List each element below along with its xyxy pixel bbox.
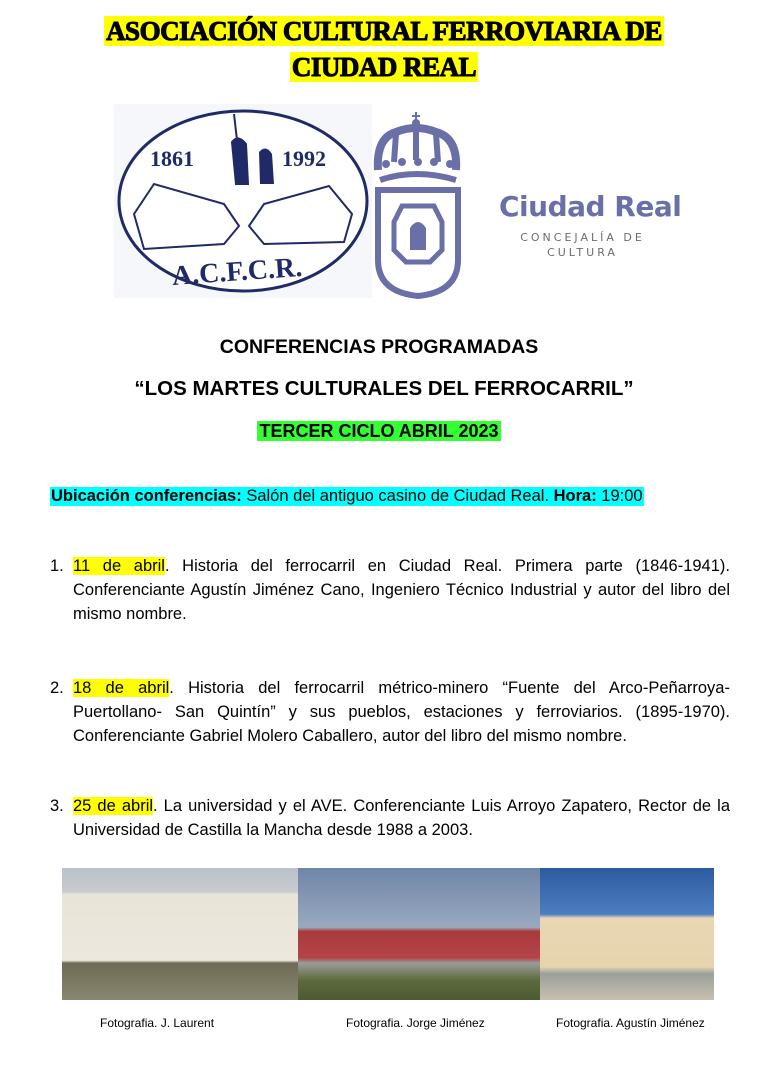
item-number: 2.: [50, 679, 64, 697]
list-item: [50, 676, 730, 748]
svg-text:A.C.F.C.R.: A.C.F.C.R.: [170, 251, 304, 292]
page-title-line2: [0, 52, 768, 83]
photo-caption: Fotografia. J. Laurent: [100, 1016, 215, 1030]
title-text: CIUDAD REAL: [291, 52, 477, 82]
location-value: Salón del antiguo casino de Ciudad Real.: [241, 487, 554, 505]
item-number: 1.: [50, 557, 64, 575]
item-text: . Historia del ferrocarril métrico-minero “Fuente del Arco-Peñarroya-Puertollano- San Quintín” y sus pueblos, estaciones y ferroviarios. (1895-1970). Conferenciante Gabriel Molero Caballero, autor del libro del mismo nombre.: [73, 679, 730, 745]
concejalia-subtitle: [500, 230, 665, 260]
photo-caption: Fotografia. Agustín Jiménez: [556, 1016, 705, 1030]
photo-caption: Fotografia. Jorge Jiménez: [346, 1016, 485, 1030]
subtitle-line: CULTURA: [547, 246, 618, 259]
page-title-line1: [0, 16, 768, 47]
location-line: [50, 487, 644, 506]
heading-conferencias: CONFERENCIAS PROGRAMADAS: [219, 336, 539, 358]
acfcr-logo: [114, 104, 372, 298]
photo-university-building: [540, 868, 714, 1000]
heading-martes-culturales: “LOS MARTES CULTURALES DEL FERROCARRIL”: [134, 377, 634, 400]
list-item: [50, 554, 730, 626]
list-item: [50, 794, 730, 842]
ciudad-real-logo-text: Ciudad Real: [499, 190, 682, 223]
time-value: 19:00: [596, 487, 643, 505]
item-date: 11 de abril: [73, 557, 165, 575]
item-text: . Historia del ferrocarril en Ciudad Real. Primera parte (1846-1941). Conferenciante Agustín Jiménez Cano, Ingeniero Técnico Industrial y autor del libro del mismo nombre.: [73, 557, 730, 623]
photo-old-station: [62, 868, 298, 1000]
item-text: . La universidad y el AVE. Conferenciante Luis Arroyo Zapatero, Rector de la Universidad de Castilla la Mancha desde 1988 a 2003.: [73, 797, 731, 839]
subtitle-line: CONCEJALÍA DE: [520, 231, 645, 244]
ciudad-real-shield-icon: [372, 110, 464, 300]
cycle-text: TERCER CICLO ABRIL 2023: [259, 421, 499, 441]
photo-strip: [62, 868, 714, 1000]
item-date: 18 de abril: [73, 679, 170, 697]
time-label: Hora:: [553, 487, 597, 505]
svg-text:1861: 1861: [150, 146, 194, 171]
item-date: 25 de abril: [73, 797, 154, 815]
location-label: Ubicación conferencias:: [51, 487, 242, 505]
title-text: ASOCIACIÓN CULTURAL FERROVIARIA DE: [106, 16, 662, 46]
item-number: 3.: [50, 797, 64, 815]
heading-tercer-ciclo: [0, 421, 758, 442]
photo-red-station: [298, 868, 540, 1000]
svg-text:1992: 1992: [282, 146, 326, 171]
